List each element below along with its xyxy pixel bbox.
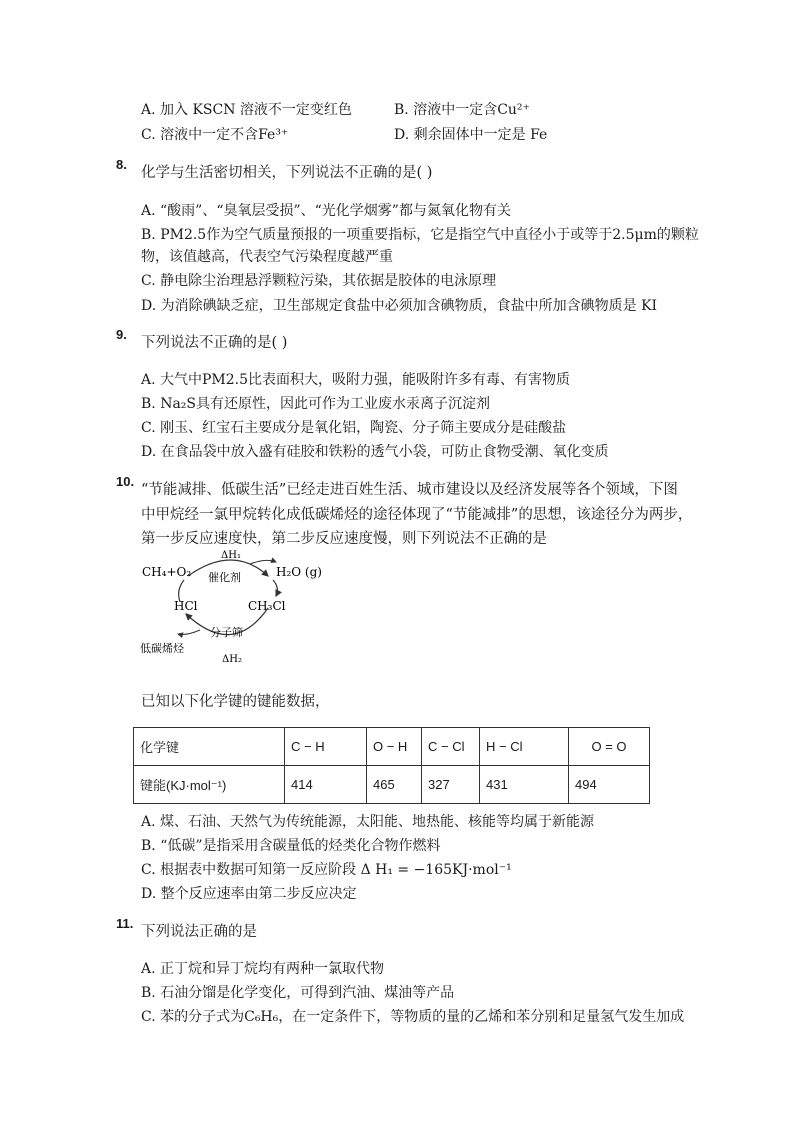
q9-option-a: A. 大气中PM2.5比表面积大，吸附力强，能吸附许多有毒、有害物质 xyxy=(141,372,571,388)
dh1-label: ΔH₁ xyxy=(221,550,241,561)
q8-option-a: A. “酸雨”、“臭氧层受损”、“光化学烟雾”都与氮氧化物有关 xyxy=(141,203,511,219)
q9-option-d: D. 在食品袋中放入盛有硅胶和铁粉的透气小袋，可防止食物受潮、氧化变质 xyxy=(141,444,609,460)
table-cell: 494 xyxy=(569,766,650,804)
q8-number: 8. xyxy=(116,157,127,172)
table-header-cell: O − H xyxy=(367,728,422,766)
q11-number: 11. xyxy=(116,916,134,931)
q10-option-b: B. “低碳”是指采用含碳量低的烃类化合物作燃料 xyxy=(141,838,441,854)
table-header-cell: O = O xyxy=(569,728,650,766)
q11-option-a: A. 正丁烷和异丁烷均有两种一氯取代物 xyxy=(141,961,385,977)
right-arc-arrow xyxy=(273,580,277,596)
q11-stem: 下列说法正确的是 xyxy=(141,924,257,940)
olefin-branch-arrow xyxy=(178,630,200,635)
q8-option-d: D. 为消除碘缺乏症，卫生部规定食盐中必须加含碘物质，食盐中所加含碘物质是 KI xyxy=(141,298,658,314)
q10-stem-line2: 中甲烷经一氯甲烷转化成低碳烯烃的途径体现了“节能减排”的思想，该途径分为两步， xyxy=(141,507,693,523)
q8-option-c: C. 静电除尘治理悬浮颗粒污染，其依据是胶体的电泳原理 xyxy=(141,273,497,289)
q8-stem: 化学与生活密切相关，下列说法不正确的是( ) xyxy=(141,165,433,181)
reaction-cycle-diagram xyxy=(138,548,338,666)
q8-option-b-line2: 物，该值越高，代表空气污染程度越严重 xyxy=(141,249,393,265)
q8-option-b-line1: B. PM2.5作为空气质量预报的一项重要指标，它是指空气中直径小于或等于2.5μm的颗粒 xyxy=(141,227,699,243)
table-header-cell: C − H xyxy=(285,728,367,766)
q9-number: 9. xyxy=(116,327,127,342)
table-cell: 465 xyxy=(367,766,422,804)
sieve-label: 分子筛 xyxy=(210,626,243,639)
water-branch-arrow xyxy=(250,560,276,564)
q10-stem-line3: 第一步反应速度快，第二步反应速度慢，则下列说法不正确的是 xyxy=(141,531,547,547)
table-row xyxy=(134,728,650,766)
q7-option-c: C. 溶液中一定不含Fe³⁺ xyxy=(141,127,289,143)
q11-option-b: B. 石油分馏是化学变化，可得到汽油、煤油等产品 xyxy=(141,985,455,1001)
ch3cl-label: CH₃Cl xyxy=(248,599,286,613)
q9-stem: 下列说法不正确的是( ) xyxy=(141,335,288,351)
table-header-cell: H − Cl xyxy=(480,728,569,766)
q10-table-intro: 已知以下化学键的键能数据， xyxy=(141,694,330,710)
q10-option-d: D. 整个反应速率由第二步反应决定 xyxy=(141,886,357,902)
table-header-cell: 化学键 xyxy=(134,728,285,766)
q7-option-d: D. 剩余固体中一定是 Fe xyxy=(394,127,548,143)
table-header-cell: C − Cl xyxy=(422,728,480,766)
q9-option-c: C. 刚玉、红宝石主要成分是氧化铝，陶瓷、分子筛主要成分是硅酸盐 xyxy=(141,420,567,436)
q10-number: 10. xyxy=(116,474,135,489)
table-row xyxy=(134,766,650,804)
table-cell: 431 xyxy=(480,766,569,804)
q10-option-a: A. 煤、石油、天然气为传统能源，太阳能、地热能、核能等均属于新能源 xyxy=(141,814,595,830)
bond-energy-table xyxy=(133,727,650,804)
table-cell: 327 xyxy=(422,766,480,804)
q7-option-b: B. 溶液中一定含Cu²⁺ xyxy=(394,102,530,118)
olefin-label: 低碳烯烃 xyxy=(140,642,184,655)
q7-option-a: A. 加入 KSCN 溶液不一定变红色 xyxy=(141,102,352,118)
q10-option-c: C. 根据表中数据可知第一反应阶段 Δ H₁ = −165KJ·mol⁻¹ xyxy=(141,862,512,878)
q10-stem-line1: “节能减排、低碳生活”已经走进百姓生活、城市建设以及经济发展等各个领域，下图 xyxy=(141,482,678,498)
dh2-label: ΔH₂ xyxy=(222,654,242,665)
table-cell: 414 xyxy=(285,766,367,804)
reactant-label: CH₄+O₂ xyxy=(142,565,192,579)
q9-option-b: B. Na₂S具有还原性，因此可作为工业废水汞离子沉淀剂 xyxy=(141,396,490,412)
q11-option-c: C. 苯的分子式为C₆H₆，在一定条件下，等物质的量的乙烯和苯分别和足量氢气发生加成 xyxy=(141,1009,685,1025)
hcl-label: HCl xyxy=(174,599,198,613)
water-label: H₂O (g) xyxy=(276,565,322,579)
catalyst-label: 催化剂 xyxy=(208,571,241,584)
table-cell: 键能(KJ·mol⁻¹) xyxy=(134,766,285,804)
